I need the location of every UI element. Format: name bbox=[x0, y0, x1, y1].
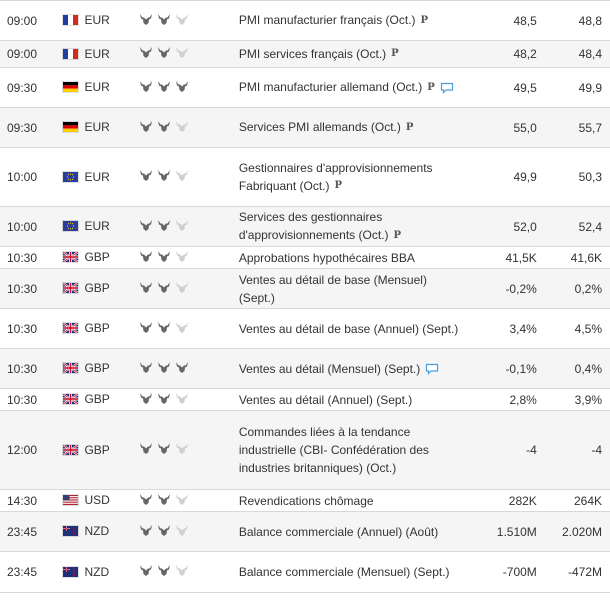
currency-code: GBP bbox=[84, 442, 110, 457]
actual-value: -0,2% bbox=[462, 269, 537, 309]
bull-icon bbox=[175, 361, 189, 374]
bull-icon bbox=[157, 281, 171, 294]
actual-value: 282K bbox=[462, 490, 537, 512]
event-time: 10:00 bbox=[0, 207, 63, 247]
comment-icon[interactable] bbox=[425, 363, 439, 375]
forecast-value: 55,7 bbox=[537, 108, 610, 148]
forecast-value: 49,9 bbox=[537, 68, 610, 108]
volatility-cell bbox=[139, 68, 239, 108]
volatility-rating bbox=[139, 493, 189, 506]
event-time: 09:00 bbox=[0, 41, 63, 68]
actual-value: 55,0 bbox=[462, 108, 537, 148]
uk-flag-icon bbox=[63, 394, 78, 404]
eu-flag-icon bbox=[63, 172, 78, 182]
volatility-rating bbox=[139, 361, 189, 374]
volatility-rating bbox=[139, 80, 189, 93]
bull-icon bbox=[139, 442, 153, 455]
volatility-cell bbox=[139, 552, 239, 593]
uk-flag-icon bbox=[63, 323, 78, 333]
forecast-value: 50,3 bbox=[537, 148, 610, 207]
currency bbox=[63, 524, 109, 538]
event-name[interactable]: Gestionnaires d'approvisionnements Fabriquant (Oct.) bbox=[238, 160, 433, 193]
event-cell bbox=[239, 552, 462, 593]
event-time: 09:30 bbox=[0, 108, 63, 148]
currency-cell bbox=[63, 349, 138, 389]
bull-icon bbox=[157, 392, 171, 405]
forecast-value: 0,4% bbox=[537, 349, 610, 389]
volatility-cell bbox=[139, 1, 239, 41]
event-name[interactable]: Services PMI allemands (Oct.) bbox=[238, 120, 401, 135]
forecast-value: -472M bbox=[537, 552, 610, 593]
volatility-rating bbox=[139, 219, 189, 232]
event-name[interactable]: Revendications chômage bbox=[238, 493, 374, 508]
currency-cell bbox=[63, 552, 138, 593]
bull-icon bbox=[175, 219, 189, 232]
forecast-value: -4 bbox=[537, 411, 610, 490]
volatility-rating bbox=[139, 564, 189, 577]
currency bbox=[63, 80, 109, 94]
currency bbox=[63, 443, 109, 457]
currency-cell bbox=[63, 389, 138, 411]
actual-value: 41,5K bbox=[462, 247, 537, 269]
event-time: 23:45 bbox=[0, 552, 63, 593]
actual-value: 2,8% bbox=[462, 389, 537, 411]
bull-icon bbox=[175, 564, 189, 577]
currency bbox=[63, 565, 109, 579]
bull-icon bbox=[157, 120, 171, 133]
currency-cell bbox=[63, 512, 138, 552]
event-name[interactable]: Balance commerciale (Mensuel) (Sept.) bbox=[238, 565, 450, 579]
volatility-rating bbox=[139, 250, 189, 263]
currency bbox=[63, 281, 109, 295]
calendar-row[interactable] bbox=[0, 108, 610, 148]
calendar-row[interactable] bbox=[0, 349, 610, 389]
forecast-value: 3,9% bbox=[537, 389, 610, 411]
uk-flag-icon bbox=[63, 252, 78, 262]
eu-flag-icon bbox=[63, 221, 78, 231]
currency bbox=[63, 120, 109, 134]
bull-icon bbox=[157, 524, 171, 537]
forecast-value: 0,2% bbox=[537, 269, 610, 309]
event-cell bbox=[239, 490, 462, 512]
volatility-rating bbox=[139, 281, 189, 294]
bull-icon bbox=[175, 524, 189, 537]
volatility-rating bbox=[139, 120, 189, 133]
event-cell bbox=[239, 512, 462, 552]
bull-icon bbox=[139, 281, 153, 294]
event-name[interactable]: Ventes au détail (Annuel) (Sept.) bbox=[238, 392, 413, 407]
france-flag-icon bbox=[63, 15, 78, 25]
currency-cell bbox=[63, 108, 138, 148]
volatility-cell bbox=[139, 490, 239, 512]
bull-icon bbox=[175, 169, 189, 182]
currency-code: GBP bbox=[84, 281, 110, 295]
currency-code: EUR bbox=[84, 169, 110, 184]
calendar-row[interactable] bbox=[0, 68, 610, 108]
event-cell bbox=[239, 349, 462, 389]
event-time: 12:00 bbox=[0, 411, 63, 490]
calendar-row[interactable] bbox=[0, 389, 610, 411]
forecast-value: 48,8 bbox=[537, 1, 610, 41]
bull-icon bbox=[157, 219, 171, 232]
calendar-row[interactable] bbox=[0, 512, 610, 552]
calendar-row[interactable] bbox=[0, 148, 610, 207]
preliminary-badge: P bbox=[420, 14, 429, 26]
germany-flag-icon bbox=[63, 122, 78, 132]
currency-code: NZD bbox=[84, 564, 110, 579]
currency-code: EUR bbox=[84, 120, 110, 134]
event-name[interactable]: Ventes au détail de base (Mensuel) (Sept.) bbox=[238, 272, 427, 305]
currency-cell bbox=[63, 490, 138, 512]
preliminary-badge: P bbox=[391, 48, 399, 60]
bull-icon bbox=[175, 321, 189, 334]
volatility-rating bbox=[139, 392, 189, 405]
volatility-cell bbox=[139, 148, 239, 207]
event-name[interactable]: Ventes au détail de base (Annuel) (Sept.) bbox=[238, 321, 459, 336]
currency-cell bbox=[63, 247, 138, 269]
bull-icon bbox=[157, 13, 171, 26]
uk-flag-icon bbox=[63, 445, 78, 455]
currency-code: EUR bbox=[84, 13, 110, 27]
event-cell bbox=[239, 1, 462, 41]
volatility-cell bbox=[139, 207, 239, 247]
bull-icon bbox=[157, 46, 171, 59]
calendar-rows bbox=[0, 1, 610, 593]
germany-flag-icon bbox=[63, 82, 78, 92]
volatility-rating bbox=[139, 321, 189, 334]
event-cell bbox=[239, 389, 462, 411]
event-name[interactable]: Balance commerciale (Annuel) (Août) bbox=[238, 524, 439, 539]
currency bbox=[63, 170, 109, 184]
actual-value: 52,0 bbox=[462, 207, 537, 247]
bull-icon bbox=[139, 120, 153, 133]
currency-code: EUR bbox=[84, 46, 110, 61]
bull-icon bbox=[157, 564, 171, 577]
comment-icon[interactable] bbox=[440, 82, 454, 94]
uk-flag-icon bbox=[63, 283, 78, 293]
currency-code: GBP bbox=[84, 321, 110, 335]
currency-cell bbox=[63, 68, 138, 108]
event-time: 10:30 bbox=[0, 309, 63, 349]
actual-value: 48,2 bbox=[462, 41, 537, 68]
event-cell bbox=[239, 247, 462, 269]
calendar-row[interactable] bbox=[0, 552, 610, 593]
event-time: 14:30 bbox=[0, 490, 63, 512]
bull-icon bbox=[139, 250, 153, 263]
currency-code: GBP bbox=[84, 361, 110, 375]
actual-value: -0,1% bbox=[462, 349, 537, 389]
uk-flag-icon bbox=[63, 363, 78, 373]
currency bbox=[63, 493, 109, 507]
currency bbox=[63, 250, 109, 264]
bull-icon bbox=[175, 442, 189, 455]
forecast-value: 41,6K bbox=[537, 247, 610, 269]
event-cell bbox=[239, 309, 462, 349]
volatility-cell bbox=[139, 108, 239, 148]
currency-code: EUR bbox=[84, 80, 110, 94]
currency bbox=[63, 392, 109, 406]
volatility-rating bbox=[139, 13, 189, 26]
event-name[interactable]: PMI services français (Oct.) bbox=[238, 46, 387, 61]
bull-icon bbox=[157, 361, 171, 374]
currency bbox=[63, 361, 109, 375]
bull-icon bbox=[139, 321, 153, 334]
volatility-rating bbox=[139, 442, 189, 455]
bull-icon bbox=[175, 120, 189, 133]
event-name[interactable]: Services des gestionnaires d'approvisionnements (Oct.) bbox=[238, 210, 389, 243]
currency-cell bbox=[63, 207, 138, 247]
bull-icon bbox=[175, 250, 189, 263]
currency-code: GBP bbox=[84, 250, 110, 264]
bull-icon bbox=[175, 281, 189, 294]
currency-cell bbox=[63, 269, 138, 309]
event-cell bbox=[239, 148, 462, 207]
volatility-cell bbox=[139, 309, 239, 349]
currency-cell bbox=[63, 41, 138, 68]
bull-icon bbox=[175, 13, 189, 26]
actual-value: 48,5 bbox=[462, 1, 537, 41]
preliminary-badge: P bbox=[334, 180, 343, 192]
event-cell bbox=[239, 269, 462, 309]
forecast-value: 52,4 bbox=[537, 207, 610, 247]
volatility-cell bbox=[139, 247, 239, 269]
event-time: 09:30 bbox=[0, 68, 63, 108]
event-time: 10:30 bbox=[0, 247, 63, 269]
currency-code: NZD bbox=[84, 524, 110, 538]
bull-icon bbox=[139, 564, 153, 577]
event-name[interactable]: PMI manufacturier français (Oct.) bbox=[238, 13, 416, 28]
volatility-cell bbox=[139, 349, 239, 389]
bull-icon bbox=[139, 493, 153, 506]
event-cell bbox=[239, 411, 462, 490]
bull-icon bbox=[175, 493, 189, 506]
volatility-cell bbox=[139, 389, 239, 411]
event-name[interactable]: Commandes liées à la tendance industrielle (CBI- Confédération des industries britanniques) (Oct.) bbox=[238, 425, 429, 475]
currency-cell bbox=[63, 411, 138, 490]
usa-flag-icon bbox=[63, 495, 78, 505]
volatility-rating bbox=[139, 524, 189, 537]
currency bbox=[63, 321, 109, 335]
event-time: 10:30 bbox=[0, 349, 63, 389]
bull-icon bbox=[139, 169, 153, 182]
calendar-row[interactable] bbox=[0, 490, 610, 512]
event-name[interactable]: Approbations hypothécaires BBA bbox=[238, 250, 415, 265]
currency-cell bbox=[63, 309, 138, 349]
calendar-row[interactable] bbox=[0, 41, 610, 68]
event-cell bbox=[239, 207, 462, 247]
bull-icon bbox=[175, 392, 189, 405]
volatility-rating bbox=[139, 46, 189, 59]
france-flag-icon bbox=[63, 49, 78, 59]
volatility-cell bbox=[139, 411, 239, 490]
calendar-row[interactable] bbox=[0, 1, 610, 41]
calendar-row[interactable] bbox=[0, 411, 610, 490]
currency bbox=[63, 219, 109, 233]
volatility-cell bbox=[139, 512, 239, 552]
event-cell bbox=[239, 108, 462, 148]
currency-code: EUR bbox=[84, 219, 110, 233]
bull-icon bbox=[139, 46, 153, 59]
bull-icon bbox=[139, 392, 153, 405]
actual-value: -4 bbox=[462, 411, 537, 490]
bull-icon bbox=[157, 169, 171, 182]
bull-icon bbox=[157, 493, 171, 506]
preliminary-badge: P bbox=[393, 229, 402, 241]
actual-value: 1.510M bbox=[462, 512, 537, 552]
forecast-value: 48,4 bbox=[537, 41, 610, 68]
bull-icon bbox=[139, 361, 153, 374]
currency-cell bbox=[63, 1, 138, 41]
currency-code: GBP bbox=[84, 392, 110, 406]
event-time: 10:30 bbox=[0, 389, 63, 411]
event-time: 23:45 bbox=[0, 512, 63, 552]
currency bbox=[63, 13, 109, 27]
forecast-value: 4,5% bbox=[537, 309, 610, 349]
bull-icon bbox=[139, 13, 153, 26]
event-name[interactable]: Ventes au détail (Mensuel) (Sept.) bbox=[238, 361, 421, 376]
new-zealand-flag-icon bbox=[63, 526, 78, 536]
bull-icon bbox=[157, 80, 171, 93]
forecast-value: 2.020M bbox=[537, 512, 610, 552]
event-cell bbox=[239, 41, 462, 68]
bull-icon bbox=[139, 524, 153, 537]
bull-icon bbox=[157, 250, 171, 263]
volatility-cell bbox=[139, 269, 239, 309]
currency-cell bbox=[63, 148, 138, 207]
currency-code: USD bbox=[84, 493, 110, 507]
currency bbox=[63, 47, 109, 61]
calendar-row[interactable] bbox=[0, 269, 610, 309]
bull-icon bbox=[157, 321, 171, 334]
preliminary-badge: P bbox=[405, 121, 414, 133]
bull-icon bbox=[175, 46, 189, 59]
event-time: 09:00 bbox=[0, 1, 63, 41]
volatility-rating bbox=[139, 169, 189, 182]
new-zealand-flag-icon bbox=[63, 567, 78, 577]
event-cell bbox=[239, 68, 462, 108]
volatility-cell bbox=[139, 41, 239, 68]
actual-value: 49,9 bbox=[462, 148, 537, 207]
calendar-row[interactable] bbox=[0, 309, 610, 349]
event-time: 10:30 bbox=[0, 269, 63, 309]
calendar-row[interactable] bbox=[0, 247, 610, 269]
preliminary-badge: P bbox=[427, 81, 435, 93]
bull-icon bbox=[175, 80, 189, 93]
bull-icon bbox=[157, 442, 171, 455]
actual-value: 49,5 bbox=[462, 68, 537, 108]
actual-value: 3,4% bbox=[462, 309, 537, 349]
event-time: 10:00 bbox=[0, 148, 63, 207]
bull-icon bbox=[139, 80, 153, 93]
event-name[interactable]: PMI manufacturier allemand (Oct.) bbox=[238, 80, 423, 95]
calendar-row[interactable] bbox=[0, 207, 610, 247]
bull-icon bbox=[139, 219, 153, 232]
actual-value: -700M bbox=[462, 552, 537, 593]
forecast-value: 264K bbox=[537, 490, 610, 512]
